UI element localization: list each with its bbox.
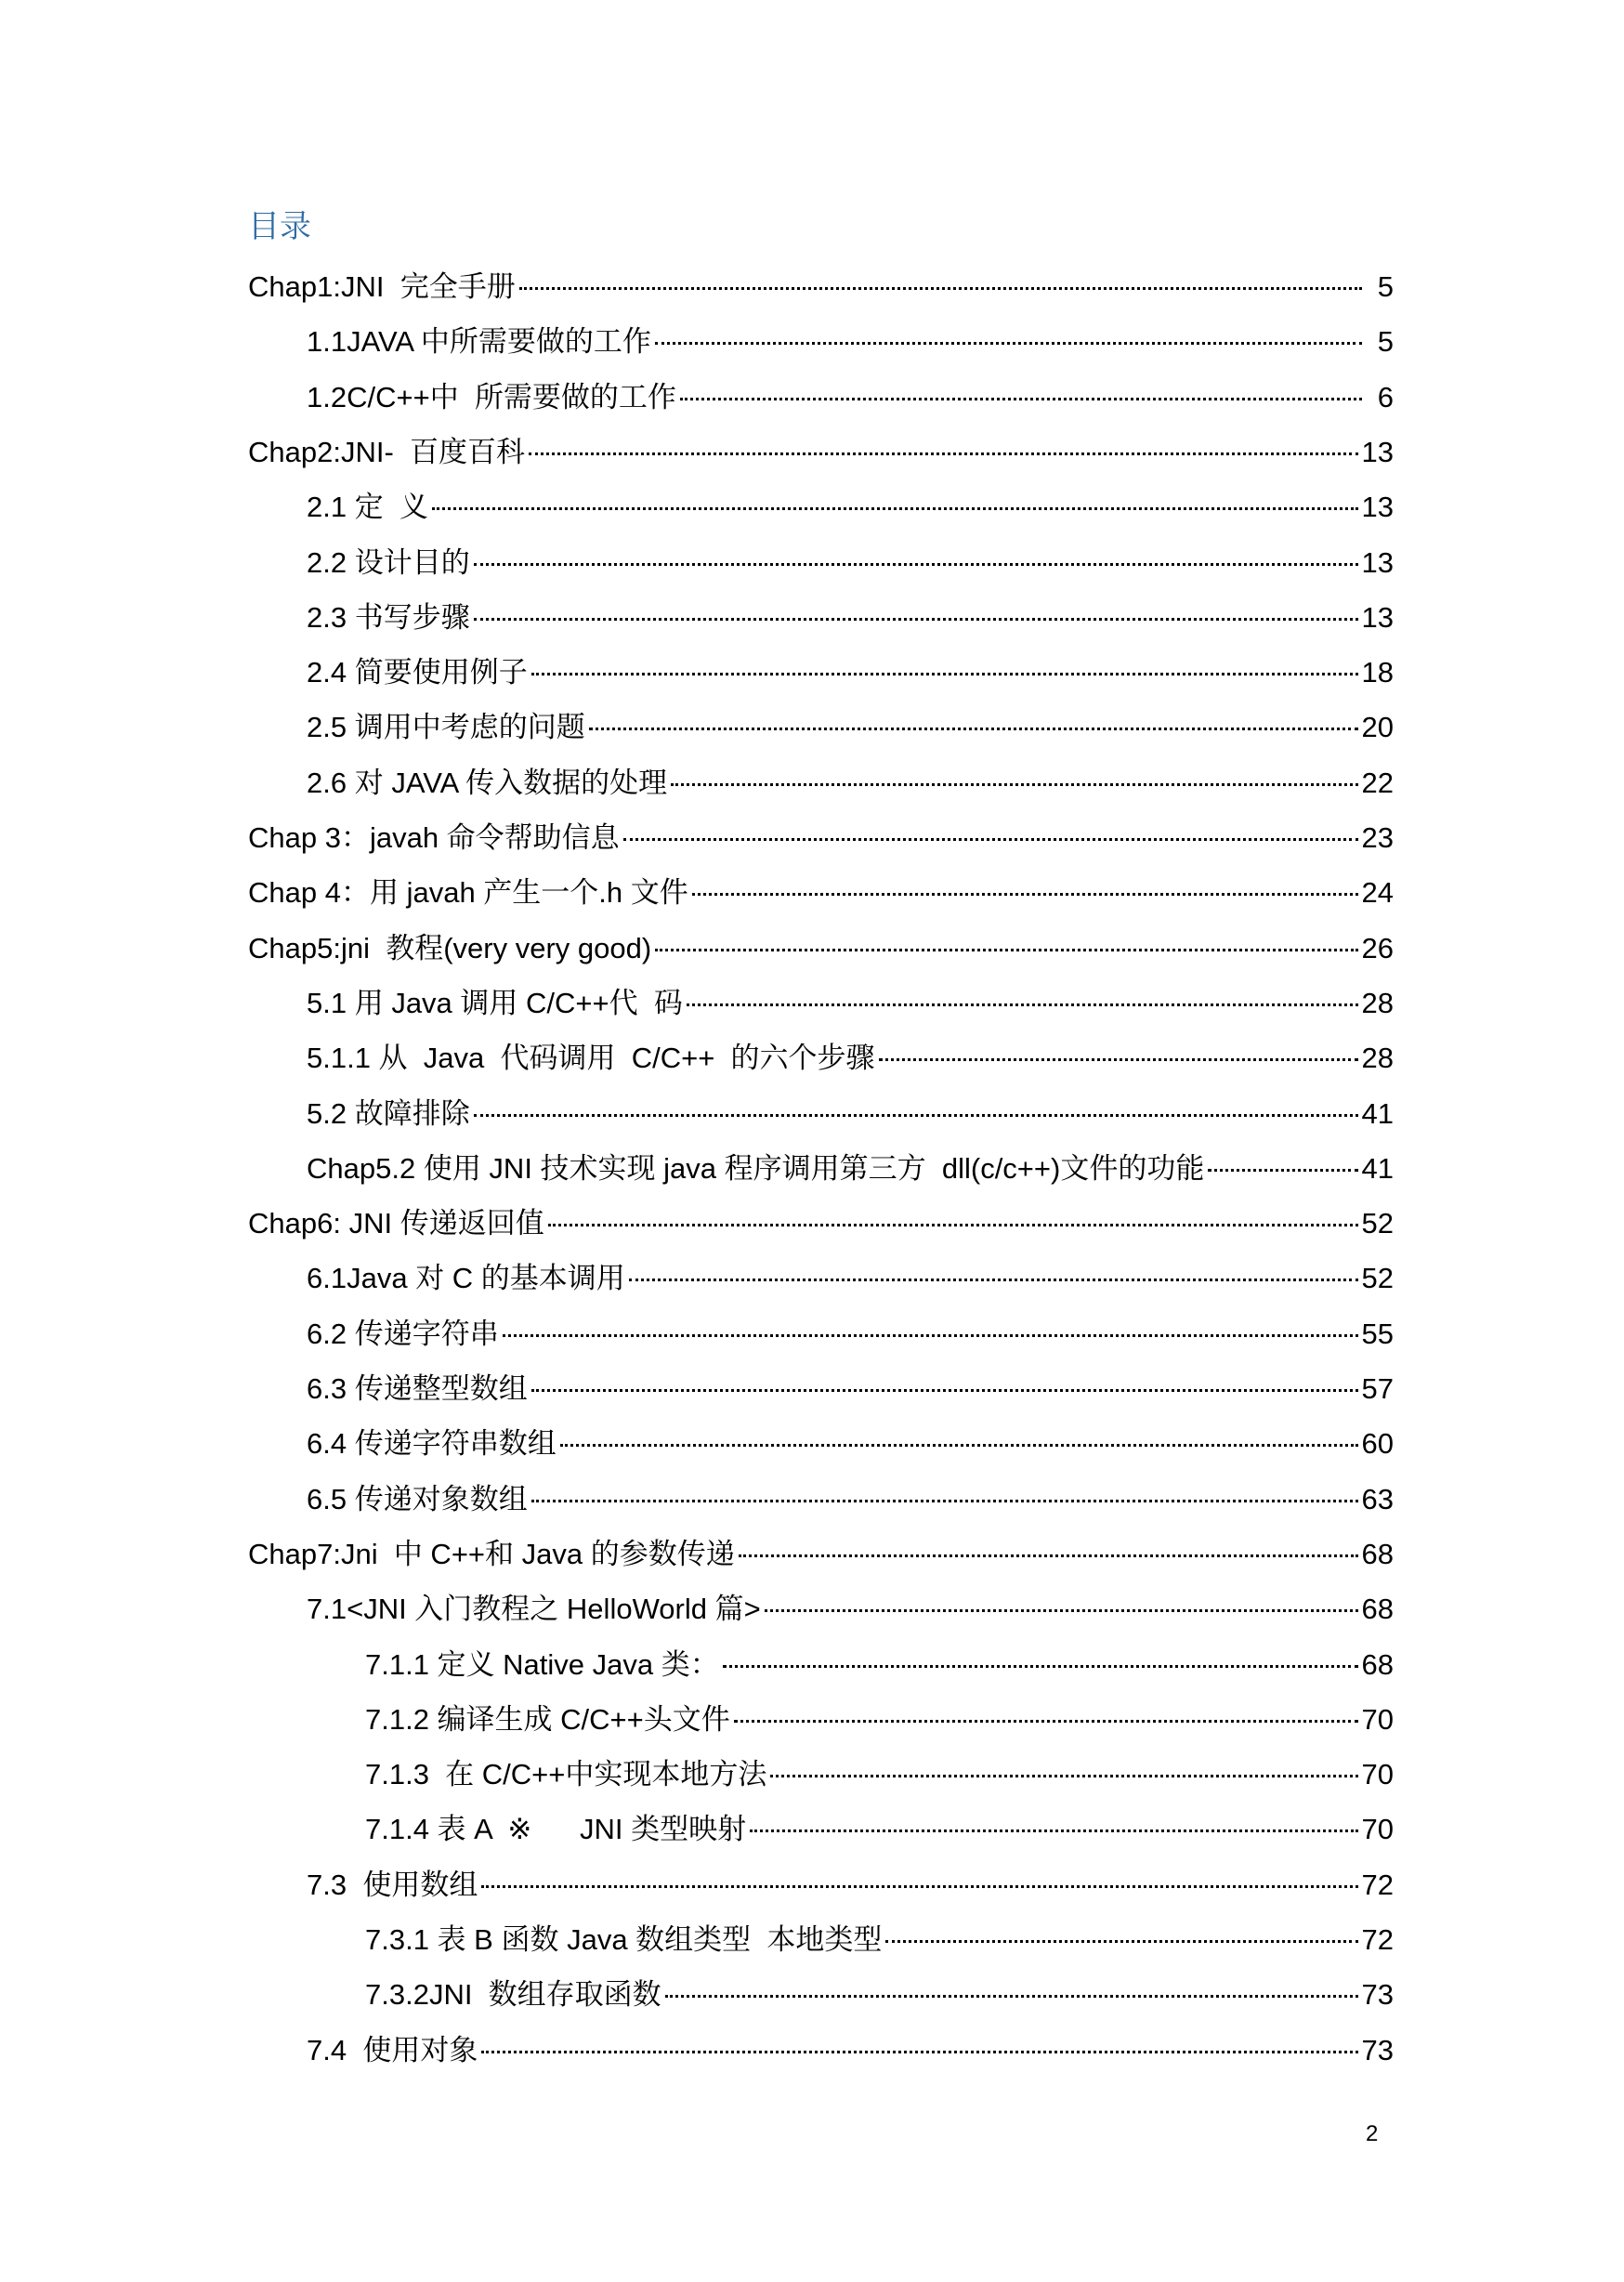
toc-entry-page-number: 23	[1361, 821, 1394, 854]
toc-entry-page-number: 52	[1361, 1207, 1394, 1239]
toc-dot-leader	[879, 1058, 1358, 1061]
toc-entry-page-number: 18	[1361, 656, 1394, 689]
toc-dot-leader	[531, 1500, 1358, 1502]
toc-dot-leader	[885, 1940, 1357, 1943]
toc-dot-leader	[750, 1830, 1357, 1832]
toc-dot-leader	[531, 673, 1358, 675]
toc-entry-page-number: 20	[1361, 711, 1394, 743]
toc-entry-page-number: 63	[1361, 1483, 1394, 1515]
toc-entry-page-number: 68	[1361, 1538, 1394, 1570]
toc-entry-page-number: 22	[1361, 767, 1394, 799]
toc-entry-page-number: 13	[1361, 546, 1394, 579]
toc-entry[interactable]	[307, 1479, 1394, 1520]
toc-entry[interactable]	[307, 652, 1394, 693]
toc-entry[interactable]	[307, 377, 1394, 418]
toc-entry[interactable]	[248, 818, 1394, 859]
toc-entry-label: 6.5 传递对象数组	[307, 1483, 528, 1515]
toc-dot-leader	[692, 893, 1358, 896]
toc-entry-label: 6.2 传递字符串	[307, 1318, 499, 1350]
toc-entry-page-number: 24	[1361, 876, 1394, 909]
toc-dot-leader	[481, 1885, 1357, 1888]
toc-dot-leader	[765, 1609, 1358, 1612]
toc-dot-leader	[723, 1665, 1358, 1668]
toc-entry-page-number: 5	[1377, 325, 1394, 358]
toc-entry-label: 5.1 用 Java 调用 C/C++代 码	[307, 987, 683, 1019]
toc-entry-label: 2.3 书写步骤	[307, 601, 470, 634]
toc-entry-label: 2.1 定 义	[307, 491, 428, 523]
toc-dot-leader	[481, 2051, 1357, 2053]
toc-dot-leader	[687, 1003, 1358, 1006]
toc-entry-label: 6.3 传递整型数组	[307, 1372, 528, 1405]
toc-entry[interactable]	[307, 763, 1394, 804]
toc-entry[interactable]	[307, 321, 1394, 362]
toc-entry[interactable]	[307, 487, 1394, 528]
toc-entry[interactable]	[307, 1423, 1394, 1464]
toc-dot-leader	[665, 1995, 1358, 1998]
toc-entry[interactable]	[307, 1094, 1394, 1134]
toc-entry[interactable]	[365, 1809, 1394, 1850]
toc-entry-page-number: 72	[1361, 1923, 1394, 1956]
toc-entry-label: 5.1.1 从 Java 代码调用 C/C++ 的六个步骤	[307, 1042, 875, 1074]
toc-entry[interactable]	[307, 543, 1394, 584]
toc-entry[interactable]	[307, 1865, 1394, 1906]
toc-entry-label: 6.1Java 对 C 的基本调用	[307, 1262, 625, 1294]
toc-dot-leader	[589, 728, 1358, 730]
toc-entry[interactable]	[307, 1369, 1394, 1410]
toc-entry-label: 7.1.4 表 A ※ JNI 类型映射	[365, 1813, 747, 1845]
toc-entry-page-number: 60	[1361, 1427, 1394, 1460]
toc-entry-label: Chap1:JNI 完全手册	[248, 270, 516, 303]
toc-dot-leader	[623, 838, 1358, 841]
toc-dot-leader	[474, 1114, 1358, 1117]
toc-entry[interactable]	[307, 707, 1394, 748]
toc-entry-page-number: 13	[1361, 491, 1394, 523]
toc-entry-label: Chap2:JNI- 百度百科	[248, 436, 526, 468]
toc-dot-leader	[680, 398, 1362, 400]
toc-dot-leader	[529, 452, 1358, 455]
toc-entry-label: 7.1.3 在 C/C++中实现本地方法	[365, 1758, 767, 1790]
toc-entry-label: 7.3.2JNI 数组存取函数	[365, 1978, 661, 2011]
toc-entry-label: 7.4 使用对象	[307, 2034, 478, 2066]
toc-entry-page-number: 55	[1361, 1318, 1394, 1350]
toc-dot-leader	[519, 287, 1362, 290]
toc-entry[interactable]	[307, 1258, 1394, 1299]
toc-entry-label: Chap5:jni 教程(very very good)	[248, 932, 652, 964]
toc-dot-leader	[560, 1444, 1358, 1447]
toc-entry-page-number: 68	[1361, 1648, 1394, 1681]
toc-entry[interactable]	[307, 1314, 1394, 1355]
toc-entry-page-number: 41	[1361, 1097, 1394, 1130]
toc-entry-page-number: 73	[1361, 1978, 1394, 2011]
toc-entry-page-number: 68	[1361, 1593, 1394, 1625]
toc-entry-label: 7.1<JNI 入门教程之 HelloWorld 篇>	[307, 1593, 761, 1625]
toc-dot-leader	[474, 618, 1358, 621]
toc-entry-page-number: 70	[1361, 1703, 1394, 1736]
toc-dot-leader	[548, 1224, 1358, 1226]
toc-entry-label: Chap5.2 使用 JNI 技术实现 java 程序调用第三方 dll(c/c++)文件的功能	[307, 1152, 1205, 1185]
toc-entry-label: Chap7:Jni 中 C++和 Java 的参数传递	[248, 1538, 735, 1570]
toc-entry-page-number: 52	[1361, 1262, 1394, 1294]
toc-entry-label: 7.3.1 表 B 函数 Java 数组类型 本地类型	[365, 1923, 883, 1956]
toc-dot-leader	[474, 563, 1358, 566]
toc-entry-page-number: 73	[1361, 2034, 1394, 2066]
toc-entry-label: 1.2C/C++中 所需要做的工作	[307, 381, 676, 413]
toc-entry[interactable]	[307, 1589, 1394, 1630]
page-number: 2	[1366, 2121, 1379, 2146]
toc-entry-page-number: 28	[1361, 987, 1394, 1019]
toc-entry[interactable]	[248, 872, 1394, 913]
toc-entry-page-number: 41	[1361, 1152, 1394, 1185]
toc-entry-label: 2.5 调用中考虑的问题	[307, 711, 585, 743]
toc-entry-label: 5.2 故障排除	[307, 1097, 470, 1130]
toc-entry[interactable]	[365, 1920, 1394, 1961]
toc-entry-page-number: 72	[1361, 1869, 1394, 1901]
toc-entry-label: 2.2 设计目的	[307, 546, 470, 579]
toc-title: 目录	[248, 209, 311, 244]
toc-entry-label: 7.1.1 定义 Native Java 类：	[365, 1648, 719, 1681]
toc-entry-label: 7.3 使用数组	[307, 1869, 478, 1901]
toc-entry-page-number: 5	[1377, 270, 1394, 303]
toc-entry[interactable]	[248, 267, 1394, 308]
toc-entry[interactable]	[365, 1974, 1394, 2015]
toc-entry-label: Chap 4：用 javah 产生一个.h 文件	[248, 876, 688, 909]
toc-dot-leader	[503, 1334, 1358, 1337]
toc-dot-leader	[734, 1720, 1358, 1723]
toc-entry-label: Chap6: JNI 传递返回值	[248, 1207, 544, 1239]
toc-dot-leader	[739, 1554, 1358, 1557]
toc-entry-page-number: 28	[1361, 1042, 1394, 1074]
toc-entry-page-number: 70	[1361, 1758, 1394, 1790]
toc-dot-leader	[1208, 1169, 1357, 1172]
toc-entry[interactable]	[307, 983, 1394, 1024]
toc-entry[interactable]	[365, 1754, 1394, 1795]
toc-dot-leader	[671, 783, 1357, 786]
toc-dot-leader	[432, 507, 1358, 510]
toc-entry-label: 7.1.2 编译生成 C/C++头文件	[365, 1703, 730, 1736]
toc-entry-label: Chap 3：javah 命令帮助信息	[248, 821, 620, 854]
toc-dot-leader	[655, 949, 1357, 951]
toc-entry-label: 1.1JAVA 中所需要做的工作	[307, 325, 651, 358]
toc-dot-leader	[770, 1775, 1357, 1777]
toc-entry-label: 2.4 简要使用例子	[307, 656, 528, 689]
toc-entry[interactable]	[248, 432, 1394, 473]
toc-dot-leader	[531, 1389, 1358, 1392]
toc-entry[interactable]	[307, 2030, 1394, 2071]
toc-entry[interactable]	[365, 1645, 1394, 1685]
toc-entry-page-number: 13	[1361, 601, 1394, 634]
toc-entry-page-number: 70	[1361, 1813, 1394, 1845]
toc-entry[interactable]	[307, 597, 1394, 638]
toc-entry[interactable]	[307, 1148, 1394, 1189]
toc-entry-page-number: 6	[1377, 381, 1394, 413]
toc-entry[interactable]	[307, 1038, 1394, 1079]
toc-entry-page-number: 57	[1361, 1372, 1394, 1405]
toc-dot-leader	[655, 342, 1362, 345]
toc-entry[interactable]	[248, 1203, 1394, 1244]
toc-entry-label: 2.6 对 JAVA 传入数据的处理	[307, 767, 668, 799]
toc-dot-leader	[629, 1279, 1358, 1281]
toc-entry[interactable]	[365, 1699, 1394, 1740]
toc-entry[interactable]	[248, 1534, 1394, 1575]
toc-entry[interactable]	[248, 928, 1394, 969]
toc-entry-page-number: 26	[1361, 932, 1394, 964]
toc-entry-page-number: 13	[1361, 436, 1394, 468]
toc-entry-label: 6.4 传递字符串数组	[307, 1427, 557, 1460]
